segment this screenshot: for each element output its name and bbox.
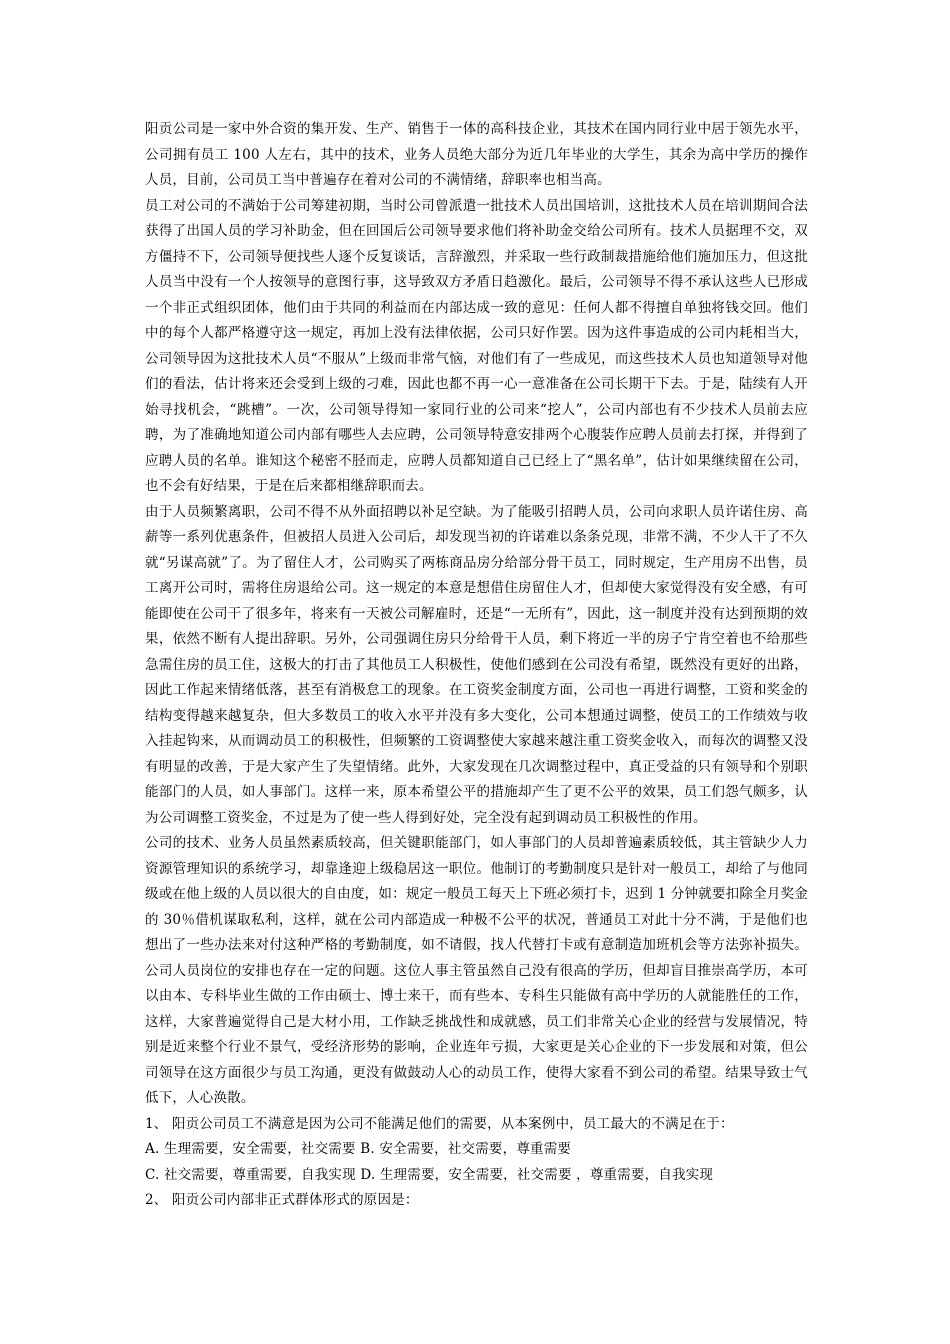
paragraph-training-conflict: 员工对公司的不满始于公司筹建初期，当时公司曾派遣一批技术人员出国培训，这批技术人员在培训期间合法获得了出国人员的学习补助金，但在回国后公司领导要求他们将补助金交给公司所有。技术人员据理不交，双方僵持不下，公司领导便找些人逐个反复谈话，言辞激烈，并采取一些行政制裁措施给他们施加压力，但这批人员当中没有一个人按领导的意图行事，这导致双方矛盾日趋激化。最后，公司领导不得不承认这些人已形成一个非正式组织团体，他们由于共同的利益而在内部达成一致的意见：任何人都不得擅自单独将钱交回。他们中的每个人都严格遵守这一规定，再加上没有法律依据，公司只好作罢。因为这件事造成的公司内耗相当大，公司领导因为这批技术人员“不服从”上级而非常气恼，对他们有了一些成见，而这些技术人员也知道领导对他们的看法，估计将来还会受到上级的刁难，因此也都不再一心一意准备在公司长期干下去。于是，陆续有人开始寻找机会，“跳槽”。一次，公司领导得知一家同行业的公司来“挖人”，公司内部也有不少技术人员前去应聘，为了准确地知道公司内部有哪些人去应聘，公司领导特意安排两个心腹装作应聘人员前去打探，并得到了应聘人员的名单。谁知这个秘密不胫而走，应聘人员都知道自己已经上了“黑名单”，估计如果继续留在公司，也不会有好结果，于是在后来都相继辞职而去。 bbox=[145, 197, 808, 494]
question-1-options-cd: C. 社交需要，尊重需要，自我实现 D. 生理需要，安全需要，社交需要 ，尊重需要，自我实现 bbox=[145, 1166, 714, 1183]
paragraph-intro: 阳贡公司是一家中外合资的集开发、生产、销售于一体的高科技企业，其技术在国内同行业中居于领先水平，公司拥有员工 100 人左右，其中的技术，业务人员绝大部分为近几年毕业的大学生，其余为高中学历的操作人员，目前，公司员工当中普遍存在着对公司的不满情绪，辞职率也相当高。 bbox=[145, 121, 808, 188]
paragraph-hr-department: 公司的技术、业务人员虽然素质较高，但关键职能部门，如人事部门的人员却普遍素质较低，其主管缺少人力资源管理知识的系统学习，却靠逢迎上级稳居这一职位。他制订的考勤制度只是针对一般员工，却给了与他同级或在他上级的人员以很大的自由度，如：规定一般员工每天上下班必须打卡，迟到 1 分钟就要扣除全月奖金的 30％借机谋取私利，这样，就在公司内部造成一种极不公平的状况，普通员工对此十分不满，于是他们也想出了一些办法来对付这种严格的考勤制度，如不请假，找人代替打卡或有意制造加班机会等方法弥补损失。公司人员岗位的安排也存在一定的问题。这位人事主管虽然自己没有很高的学历，但却盲目推崇高学历，本可以由本、专科毕业生做的工作由硕士、博士来干，而有些本、专科生只能做有高中学历的人就能胜任的工作，这样，大家普遍觉得自己是大材小用，工作缺乏挑战性和成就感，员工们非常关心企业的经营与发展情况，特别是近来整个行业不景气，受经济形势的影响，企业连年亏损，大家更是关心企业的下一步发展和对策，但公司领导在这方面很少与员工沟通，更没有做鼓动人心的动员工作，使得大家看不到公司的希望。结果导致士气低下，人心涣散。 bbox=[145, 835, 808, 1106]
document-body bbox=[145, 117, 808, 1214]
paragraph-recruitment-housing: 由于人员频繁离职，公司不得不从外面招聘以补足空缺。为了能吸引招聘人员，公司向求职人员许诺住房、高薪等一系列优惠条件，但被招人员进入公司后，却发现当初的许诺难以条条兑现，非常不满，不少人干了不久就“另谋高就”了。为了留住人才，公司购买了两栋商品房分给部分骨干员工，同时规定，生产用房不出售，员工离开公司时，需将住房退给公司。这一规定的本意是想借住房留住人才，但却使大家觉得没有安全感，有可能即使在公司干了很多年，将来有一天被公司解雇时，还是“一无所有”，因此，这一制度并没有达到预期的效果，依然不断有人提出辞职。另外，公司强调住房只分给骨干人员，剩下将近一半的房子宁肯空着也不给那些急需住房的员工住，这极大的打击了其他员工人积极性，使他们感到在公司没有希望，既然没有更好的出路，因此工作起来情绪低落，甚至有消极怠工的现象。在工资奖金制度方面，公司也一再进行调整，工资和奖金的结构变得越来越复杂，但大多数员工的收入水平并没有多大变化，公司本想通过调整，使员工的工作绩效与收入挂起钩来，从而调动员工的积极性，但频繁的工资调整使大家越来越注重工资奖金收入，而每次的调整又没有明显的改善，于是大家产生了失望情绪。此外，大家发现在几次调整过程中，真正受益的只有领导和个别职能部门的人员，如人事部门。这样一来，原本希望公平的措施却产生了更不公平的效果，员工们怨气颇多，认为公司调整工资奖金，不过是为了使一些人得到好处，完全没有起到调动员工积极性的作用。 bbox=[145, 503, 808, 826]
question-1-options-ab: A. 生理需要，安全需要，社交需要 B. 安全需要，社交需要，尊重需要 bbox=[145, 1141, 572, 1157]
question-2: 2、 阳贡公司内部非正式群体形式的原因是： bbox=[145, 1192, 419, 1208]
question-1: 1、 阳贡公司员工不满意是因为公司不能满足他们的需要，从本案例中，员工最大的不满足在于： bbox=[145, 1115, 734, 1132]
